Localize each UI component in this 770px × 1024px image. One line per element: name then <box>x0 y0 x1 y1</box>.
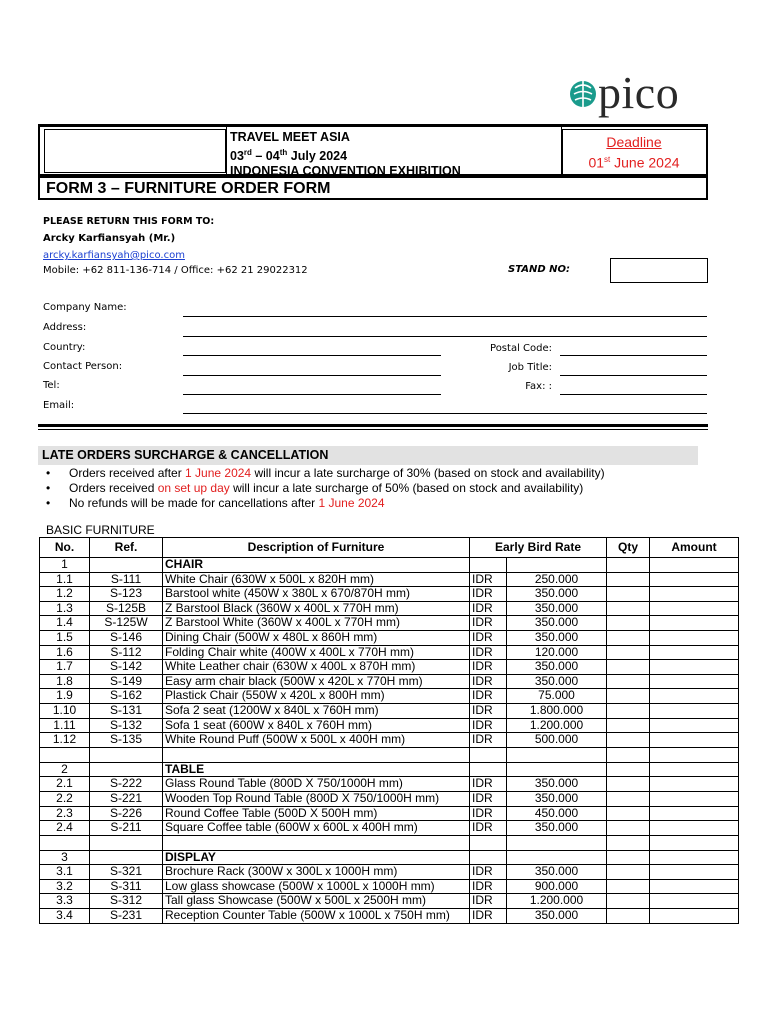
contact-email-link[interactable]: arcky.karfiansyah@pico.com <box>43 250 185 261</box>
table-row <box>40 806 739 821</box>
item-ref: S-125B <box>90 601 163 616</box>
item-currency: IDR <box>470 601 507 616</box>
item-number: 1.10 <box>40 703 90 718</box>
qty-cell[interactable] <box>607 879 650 894</box>
qty-cell[interactable] <box>607 850 650 865</box>
item-ref: S-226 <box>90 806 163 821</box>
item-ref: S-125W <box>90 616 163 631</box>
tel-label: Tel: <box>43 380 60 391</box>
table-row <box>40 865 739 880</box>
amount-cell <box>650 587 739 602</box>
address-field[interactable] <box>183 336 707 337</box>
qty-cell[interactable] <box>607 630 650 645</box>
table-row <box>40 645 739 660</box>
email-field[interactable] <box>183 413 707 414</box>
item-number: 1.1 <box>40 572 90 587</box>
empty-cell <box>507 835 607 850</box>
qty-cell[interactable] <box>607 601 650 616</box>
item-description: Low glass showcase (500W x 1000L x 1000H mm) <box>163 879 470 894</box>
item-description: Z Barstool White (360W x 400L x 770H mm) <box>163 616 470 631</box>
country-label: Country: <box>43 342 86 353</box>
table-row <box>40 791 739 806</box>
group-title: DISPLAY <box>163 850 470 865</box>
item-price: 900.000 <box>507 879 607 894</box>
spacer-row <box>40 835 739 850</box>
job-title-label: Job Title: <box>508 362 552 373</box>
surcharge-item: • Orders received on set up day will incur a late surcharge of 50% (based on stock and availability) <box>46 481 605 496</box>
item-currency: IDR <box>470 572 507 587</box>
col-amount: Amount <box>650 538 739 558</box>
amount-cell <box>650 660 739 675</box>
item-currency: IDR <box>470 718 507 733</box>
qty-cell[interactable] <box>607 909 650 924</box>
item-ref: S-149 <box>90 674 163 689</box>
item-number: 1.9 <box>40 689 90 704</box>
item-price: 350.000 <box>507 791 607 806</box>
empty-cell <box>470 850 507 865</box>
qty-cell[interactable] <box>607 558 650 573</box>
item-price: 1.200.000 <box>507 718 607 733</box>
amount-cell <box>650 601 739 616</box>
surcharge-item: • No refunds will be made for cancellations after 1 June 2024 <box>46 496 605 511</box>
deadline <box>562 133 706 172</box>
item-ref: S-112 <box>90 645 163 660</box>
empty-cell <box>507 850 607 865</box>
item-number: 1.12 <box>40 733 90 748</box>
amount-cell <box>650 791 739 806</box>
surcharge-heading: LATE ORDERS SURCHARGE & CANCELLATION <box>38 446 698 465</box>
postal-label: Postal Code: <box>490 343 552 354</box>
item-description: Glass Round Table (800D X 750/1000H mm) <box>163 777 470 792</box>
item-currency: IDR <box>470 733 507 748</box>
item-description: Sofa 2 seat (1200W x 840L x 760H mm) <box>163 703 470 718</box>
amount-cell <box>650 572 739 587</box>
table-row <box>40 587 739 602</box>
return-heading: PLEASE RETURN THIS FORM TO: <box>43 216 215 227</box>
item-number: 2.3 <box>40 806 90 821</box>
item-currency: IDR <box>470 630 507 645</box>
job-title-field[interactable] <box>560 375 707 376</box>
qty-cell[interactable] <box>607 703 650 718</box>
table-row <box>40 689 739 704</box>
empty-cell <box>507 558 607 573</box>
item-price: 350.000 <box>507 821 607 836</box>
group-title: TABLE <box>163 762 470 777</box>
col-qty: Qty <box>607 538 650 558</box>
col-rate: Early Bird Rate <box>470 538 607 558</box>
item-currency: IDR <box>470 821 507 836</box>
item-ref: S-123 <box>90 587 163 602</box>
amount-cell <box>650 909 739 924</box>
address-label: Address: <box>43 322 87 333</box>
item-number: 1.11 <box>40 718 90 733</box>
item-ref: S-146 <box>90 630 163 645</box>
tel-field[interactable] <box>183 394 441 395</box>
contact-phones: Mobile: +62 811-136-714 / Office: +62 21 29022312 <box>43 265 308 276</box>
amount-cell <box>650 850 739 865</box>
item-description: Barstool white (450W x 380L x 670/870H mm) <box>163 587 470 602</box>
item-ref: S-312 <box>90 894 163 909</box>
empty-cell <box>650 835 739 850</box>
item-description: Dining Chair (500W x 480L x 860H mm) <box>163 630 470 645</box>
amount-cell <box>650 806 739 821</box>
item-ref: S-131 <box>90 703 163 718</box>
deadline-date: 01st June 2024 <box>588 154 680 171</box>
table-row <box>40 894 739 909</box>
item-currency: IDR <box>470 674 507 689</box>
amount-cell <box>650 689 739 704</box>
amount-cell <box>650 821 739 836</box>
item-currency: IDR <box>470 703 507 718</box>
item-currency: IDR <box>470 616 507 631</box>
empty-cell <box>650 747 739 762</box>
item-description: White Chair (630W x 500L x 820H mm) <box>163 572 470 587</box>
qty-cell[interactable] <box>607 689 650 704</box>
item-ref: S-222 <box>90 777 163 792</box>
item-currency: IDR <box>470 689 507 704</box>
item-price: 1.200.000 <box>507 894 607 909</box>
furniture-table <box>39 537 739 924</box>
email-label: Email: <box>43 400 75 411</box>
amount-cell <box>650 616 739 631</box>
table-row <box>40 660 739 675</box>
empty-cell <box>607 835 650 850</box>
item-description: Wooden Top Round Table (800D X 750/1000H mm) <box>163 791 470 806</box>
contact-person-label: Contact Person: <box>43 361 123 372</box>
col-no: No. <box>40 538 90 558</box>
stand-no-label: STAND NO: <box>508 264 571 275</box>
col-desc: Description of Furniture <box>163 538 470 558</box>
qty-cell[interactable] <box>607 865 650 880</box>
empty-cell <box>40 747 90 762</box>
table-row <box>40 777 739 792</box>
item-description: Square Coffee table (600W x 600L x 400H mm) <box>163 821 470 836</box>
amount-cell <box>650 703 739 718</box>
item-price: 350.000 <box>507 660 607 675</box>
item-ref: S-142 <box>90 660 163 675</box>
group-title: CHAIR <box>163 558 470 573</box>
empty-cell <box>163 747 470 762</box>
item-number: 3.1 <box>40 865 90 880</box>
event-info <box>230 130 461 179</box>
table-row <box>40 718 739 733</box>
qty-cell[interactable] <box>607 616 650 631</box>
item-price: 350.000 <box>507 865 607 880</box>
item-description: Reception Counter Table (500W x 1000L x 750H mm) <box>163 909 470 924</box>
item-ref: S-321 <box>90 865 163 880</box>
table-row <box>40 703 739 718</box>
group-number: 2 <box>40 762 90 777</box>
item-price: 250.000 <box>507 572 607 587</box>
country-field[interactable] <box>183 355 441 356</box>
section-divider <box>38 424 708 430</box>
table-row <box>40 879 739 894</box>
basic-furniture-title: BASIC FURNITURE <box>46 523 155 537</box>
company-field[interactable] <box>183 316 707 317</box>
item-number: 1.4 <box>40 616 90 631</box>
empty-cell <box>470 747 507 762</box>
item-currency: IDR <box>470 865 507 880</box>
empty-cell <box>90 850 163 865</box>
item-number: 3.2 <box>40 879 90 894</box>
col-ref: Ref. <box>90 538 163 558</box>
form-title: FORM 3 – FURNITURE ORDER FORM <box>38 176 708 200</box>
table-row <box>40 601 739 616</box>
item-ref: S-211 <box>90 821 163 836</box>
item-ref: S-132 <box>90 718 163 733</box>
empty-cell <box>90 747 163 762</box>
deadline-label: Deadline <box>606 134 662 150</box>
qty-cell[interactable] <box>607 791 650 806</box>
qty-cell[interactable] <box>607 733 650 748</box>
item-number: 1.8 <box>40 674 90 689</box>
event-name: TRAVEL MEET ASIA <box>230 130 350 144</box>
item-price: 350.000 <box>507 601 607 616</box>
table-row <box>40 616 739 631</box>
contact-person-field[interactable] <box>183 375 441 376</box>
qty-cell[interactable] <box>607 718 650 733</box>
empty-cell <box>90 558 163 573</box>
item-price: 350.000 <box>507 777 607 792</box>
item-description: White Round Puff (500W x 500L x 400H mm) <box>163 733 470 748</box>
item-ref: S-111 <box>90 572 163 587</box>
qty-cell[interactable] <box>607 660 650 675</box>
item-description: White Leather chair (630W x 400L x 870H mm) <box>163 660 470 675</box>
item-ref: S-311 <box>90 879 163 894</box>
qty-cell[interactable] <box>607 674 650 689</box>
item-description: Folding Chair white (400W x 400L x 770H mm) <box>163 645 470 660</box>
amount-cell <box>650 879 739 894</box>
item-number: 2.1 <box>40 777 90 792</box>
item-price: 350.000 <box>507 630 607 645</box>
group-number: 1 <box>40 558 90 573</box>
table-row <box>40 821 739 836</box>
empty-cell <box>507 762 607 777</box>
item-description: Sofa 1 seat (600W x 840L x 760H mm) <box>163 718 470 733</box>
qty-cell[interactable] <box>607 777 650 792</box>
item-price: 350.000 <box>507 616 607 631</box>
surcharge-item: • Orders received after 1 June 2024 will incur a late surcharge of 30% (based on stock and availability) <box>46 466 605 481</box>
table-row <box>40 630 739 645</box>
amount-cell <box>650 718 739 733</box>
item-number: 1.6 <box>40 645 90 660</box>
item-ref: S-162 <box>90 689 163 704</box>
event-header <box>38 124 708 179</box>
amount-cell <box>650 894 739 909</box>
empty-cell <box>607 747 650 762</box>
qty-cell[interactable] <box>607 821 650 836</box>
postal-field[interactable] <box>560 355 707 356</box>
amount-cell <box>650 865 739 880</box>
item-currency: IDR <box>470 777 507 792</box>
qty-cell[interactable] <box>607 894 650 909</box>
item-ref: S-221 <box>90 791 163 806</box>
group-row <box>40 762 739 777</box>
item-description: Tall glass Showcase (500W x 500L x 2500H mm) <box>163 894 470 909</box>
logo-text: pico <box>598 67 680 118</box>
item-currency: IDR <box>470 879 507 894</box>
empty-cell <box>90 762 163 777</box>
qty-cell[interactable] <box>607 806 650 821</box>
empty-cell <box>90 835 163 850</box>
qty-cell[interactable] <box>607 572 650 587</box>
amount-cell <box>650 558 739 573</box>
empty-cell <box>470 558 507 573</box>
group-row <box>40 850 739 865</box>
qty-cell[interactable] <box>607 587 650 602</box>
item-ref: S-231 <box>90 909 163 924</box>
empty-cell <box>40 835 90 850</box>
table-row <box>40 909 739 924</box>
item-price: 120.000 <box>507 645 607 660</box>
item-price: 450.000 <box>507 806 607 821</box>
company-label: Company Name: <box>43 302 127 313</box>
table-header-row <box>40 538 739 558</box>
item-description: Z Barstool Black (360W x 400L x 770H mm) <box>163 601 470 616</box>
item-currency: IDR <box>470 806 507 821</box>
surcharge-list <box>46 466 605 511</box>
table-row <box>40 733 739 748</box>
amount-cell <box>650 645 739 660</box>
item-currency: IDR <box>470 645 507 660</box>
item-currency: IDR <box>470 660 507 675</box>
item-currency: IDR <box>470 909 507 924</box>
item-price: 350.000 <box>507 587 607 602</box>
item-description: Brochure Rack (300W x 300L x 1000H mm) <box>163 865 470 880</box>
item-description: Round Coffee Table (500D X 500H mm) <box>163 806 470 821</box>
item-price: 500.000 <box>507 733 607 748</box>
empty-cell <box>507 747 607 762</box>
qty-cell[interactable] <box>607 645 650 660</box>
amount-cell <box>650 762 739 777</box>
event-dates: 03rd – 04th July 2024 <box>230 148 348 164</box>
table-row <box>40 674 739 689</box>
event-venue: INDONESIA CONVENTION EXHIBITION <box>230 164 461 179</box>
item-number: 1.2 <box>40 587 90 602</box>
empty-cell <box>163 835 470 850</box>
item-number: 2.2 <box>40 791 90 806</box>
group-row <box>40 558 739 573</box>
item-currency: IDR <box>470 894 507 909</box>
amount-cell <box>650 630 739 645</box>
item-description: Plastick Chair (550W x 420L x 800H mm) <box>163 689 470 704</box>
spacer-row <box>40 747 739 762</box>
item-ref: S-135 <box>90 733 163 748</box>
table-row <box>40 572 739 587</box>
amount-cell <box>650 777 739 792</box>
item-price: 1.800.000 <box>507 703 607 718</box>
fax-label: Fax: : <box>525 381 552 392</box>
item-number: 3.3 <box>40 894 90 909</box>
empty-cell <box>470 762 507 777</box>
item-currency: IDR <box>470 791 507 806</box>
contact-name: Arcky Karfiansyah (Mr.) <box>43 233 176 244</box>
fax-field[interactable] <box>560 394 707 395</box>
item-number: 1.7 <box>40 660 90 675</box>
item-currency: IDR <box>470 587 507 602</box>
item-price: 75.000 <box>507 689 607 704</box>
group-number: 3 <box>40 850 90 865</box>
item-number: 2.4 <box>40 821 90 836</box>
item-number: 3.4 <box>40 909 90 924</box>
item-number: 1.5 <box>40 630 90 645</box>
amount-cell <box>650 674 739 689</box>
item-price: 350.000 <box>507 674 607 689</box>
empty-cell <box>470 835 507 850</box>
stand-no-input[interactable] <box>610 258 708 283</box>
item-description: Easy arm chair black (500W x 420L x 770H mm) <box>163 674 470 689</box>
item-number: 1.3 <box>40 601 90 616</box>
qty-cell[interactable] <box>607 762 650 777</box>
item-price: 350.000 <box>507 909 607 924</box>
amount-cell <box>650 733 739 748</box>
